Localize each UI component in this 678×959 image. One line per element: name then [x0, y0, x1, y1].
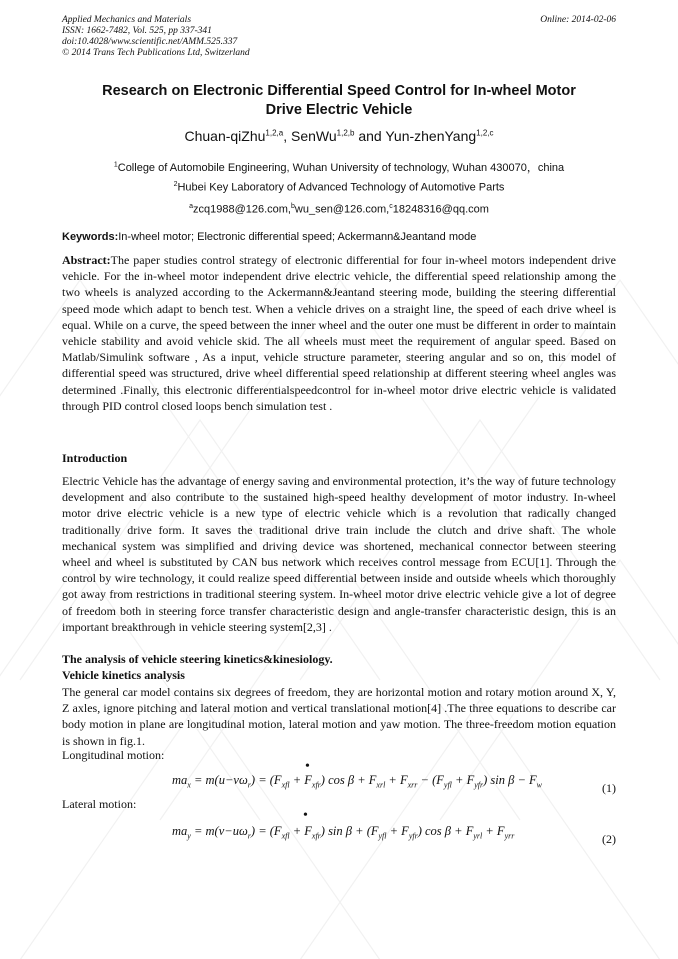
- intro-heading: Introduction: [62, 451, 128, 465]
- abstract-label: Abstract:: [62, 253, 111, 267]
- email-b[interactable]: wu_sen@126.com,: [294, 203, 390, 216]
- author-separator: ,: [283, 128, 291, 144]
- email-list: [62, 203, 616, 216]
- kinetics-paragraph: The general car model contains six degrees of freedom, they are horizontal motion and rotary motion around X, Y, Z axles, ignore pitching and lateral motion and vertical translational motion[4] .The three equations to describe car body motion in plane are longitudinal motion, lateral motion and yaw motion. The three-freedom motion equation is shown in fig.1.: [62, 685, 616, 748]
- abstract-text: The paper studies control strategy of electronic differential for four in-wheel motors independent drive vehicle. For the in-wheel motor independent drive electric vehicle, the differential speed relationship among the two wheels is analyzed according to the Ackermann&Jeantand steering mode, building the steering differential speed mode which adapt to bench test. When a vehicle drives on a straight line, the speed of each drive wheel is equal. While on a curve, the speed between the inner wheel and the outer one must be different in order to maintain vehicle stability and avoid vehicle skid. The all wheels must meet the requirement of angular speed. Based on Matlab/Simulink software , As a input, vehicle structure parameter, steering angular and so on, this model of differential speed was structured, drive wheel differential speed relationship at different steering wheel angles was determined .Finally, this electronic differentialspeedcontrol for in-wheel motor drive electric vehicle is validated through PID control closed loops bench simulation test .: [62, 253, 616, 413]
- affiliation-1: [62, 159, 616, 175]
- derivative-dot: •: [303, 808, 308, 823]
- email-a-sup: a: [189, 203, 193, 210]
- equation-2: [62, 808, 616, 848]
- longitudinal-label: Longitudinal motion:: [62, 748, 165, 762]
- doi: doi:10.4028/www.scientific.net/AMM.525.337: [62, 37, 238, 47]
- email-b-sup: b: [291, 203, 295, 210]
- email-c-sup: c: [389, 203, 393, 210]
- keywords-text: In-wheel motor; Electronic differential speed; Ackermann&Jeantand mode: [118, 231, 477, 243]
- equation-1-number: (1): [602, 781, 616, 795]
- affiliation-2-text: Hubei Key Laboratory of Advanced Technology of Automotive Parts: [177, 181, 505, 194]
- affiliation-2: [62, 181, 616, 194]
- affiliation-1-text: College of Automobile Engineering, Wuhan University of technology, Wuhan 430070，china: [117, 162, 565, 174]
- online-date: Online: 2014-02-06: [540, 15, 616, 25]
- affiliation-1-sup: 1: [113, 161, 118, 169]
- equation-1: [62, 759, 616, 797]
- author-2-sup: 1,2,b: [336, 128, 355, 138]
- title-line-1: Research on Electronic Differential Speed Control for In-wheel Motor: [102, 83, 576, 99]
- keywords-label: Keywords:: [62, 231, 119, 243]
- title-line-2: Drive Electric Vehicle: [265, 102, 413, 118]
- affiliation-2-sup: 2: [173, 181, 178, 188]
- author-list: [62, 128, 616, 144]
- section-heading-steering: The analysis of vehicle steering kinetics&kinesiology.: [62, 652, 333, 666]
- author-3-sup: 1,2,c: [476, 128, 494, 138]
- journal-header: [62, 15, 250, 59]
- keywords: [62, 231, 616, 243]
- journal-name: Applied Mechanics and Materials: [62, 15, 192, 25]
- email-a[interactable]: zcq1988@126.com,: [192, 203, 291, 216]
- abstract: [62, 252, 616, 414]
- author-separator: and: [354, 128, 386, 144]
- author-2: SenWu: [290, 128, 337, 144]
- section-heading-kinetics: Vehicle kinetics analysis: [62, 668, 185, 682]
- paper-title: [62, 82, 616, 120]
- derivative-dot: •: [305, 759, 310, 774]
- equation-1-body: $ma_x = m(u-v\omega_r) = (F_{xfl} + F_{xfr})$ $\cos \beta + F_{xrl} + F_{xrr} - (F_{yfl} + F_{yfr})$ $\sin \beta - F_w$: [172, 773, 542, 790]
- equation-2-body: $ma_y = m(v-u\omega_r) = (F_{xfl} + F_{xfr})$ $\sin \beta + (F_{yfl} + F_{yfr})$ $\cos \beta + F_{yrl} + F_{yrr}$: [172, 824, 515, 841]
- lateral-label: Lateral motion:: [62, 797, 137, 811]
- equation-2-number: (2): [602, 832, 616, 846]
- intro-paragraph: Electric Vehicle has the advantage of energy saving and environmental protection, it’s the way of future technology development and also contribute to the sustained high-speed healthy development of motor industry. In-wheel motor drive electric vehicle is a new type of electric vehicle which is a revolution that radically changed traditionally drive form. It saves the traditional drive train include the clutch and drive shaft. The whole mechanical system was simplified and driving device was shortened, mechanical connector between steering wheel and wheel is substituted by CAN bus network which receives control message from ECU[1]. Through the control by wire technology, it could realize speed differential between inside and outside wheels which thoroughly got away from restrictions in traditional steering system. In-wheel motor drive electric vehicle give a lot of degree of freedom both in steering force transfer characteristic design and angle-transfer characteristic design, this is an important breakthrough in vehicle steering system[2,3] .: [62, 474, 616, 634]
- author-1-sup: 1,2,a: [265, 128, 284, 138]
- issn: ISSN: 1662-7482, Vol. 525, pp 337-341: [62, 26, 212, 36]
- author-1: Chuan-qiZhu: [184, 128, 266, 144]
- author-3: Yun-zhenYang: [385, 128, 477, 144]
- copyright: © 2014 Trans Tech Publications Ltd, Switzerland: [62, 48, 250, 58]
- email-c[interactable]: 18248316@qq.com: [392, 203, 489, 216]
